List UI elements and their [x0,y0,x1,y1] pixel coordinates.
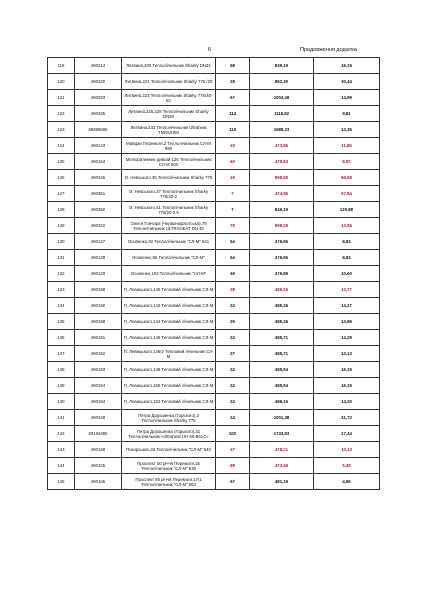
row-number: 144 [48,458,75,474]
account-code: 450127 [75,234,122,250]
table-row [48,346,380,362]
price-value: 1004,49 [250,90,314,106]
table-row [48,474,380,490]
quantity-value: 54 [216,234,250,250]
account-code: 450129 [75,266,122,282]
row-number: 137 [48,346,75,362]
account-code: 450283 [75,90,122,106]
meter-address: Осипенко,96 Теплолічильник "СЛ-М" [122,250,216,266]
row-number: 129 [48,218,75,234]
rate-value: 4,96 [314,474,380,490]
quantity-value: 32 [216,362,250,378]
quantity-value: 45 [216,266,250,282]
rate-value: 67,84 [314,186,380,202]
account-code: 450192 [75,346,122,362]
rate-value: 16,19 [314,58,380,74]
table-row [48,122,380,138]
price-value: 485,26 [250,282,314,298]
rate-value: 13,86 [314,314,380,330]
quantity-value: 58 [216,58,250,74]
price-value: 485,26 [250,298,314,314]
meter-address: Проспект 50 річчя Перемоги,15 Теплолічильник "СЛ-М" 538 [122,458,216,474]
quantity-value: 67 [216,90,250,106]
meter-address: П. Левицького,148 Тепловий лічильник СЛ-М [122,362,216,378]
meter-address: П. Левицького,144 Тепловий лічильник СЛ-М [122,314,216,330]
rate-value: 5,38 [314,458,380,474]
table-row [48,154,380,170]
row-number: 126 [48,170,75,186]
account-code: 450189 [75,282,122,298]
table-row [48,330,380,346]
meter-address: П. Левицького,142 Тепловий лічильник СЛ-М [122,298,216,314]
quantity-value: 88 [216,458,250,474]
page-number: 6 [208,47,212,53]
account-code: 68898588 [75,122,122,138]
row-number: 142 [48,426,75,442]
rate-value: 14,30 [314,394,380,410]
price-value: 474,85 [250,186,314,202]
price-value: 485,71 [250,330,314,346]
row-number: 139 [48,378,75,394]
table-body [48,58,380,490]
quantity-value: 37 [216,346,250,362]
quantity-value: 40 [216,138,250,154]
price-value: 999,29 [250,218,314,234]
meter-address: П. Левицького,146 Тепловий лічильник СЛ-М [122,330,216,346]
rate-value: 8,00 [314,154,380,170]
account-code: 69194385 [75,426,122,442]
table-row [48,426,380,442]
table-row [48,58,380,74]
table-row [48,266,380,282]
price-value: 485,94 [250,378,314,394]
price-value: 479,83 [250,154,314,170]
price-value: 476,66 [250,250,314,266]
meter-address: О. Невського,37 Теплолічильник Sharky 775/20-2 [122,186,216,202]
meter-address: Литвина,221 Теплолічильник Sharky 775 /20 [122,74,216,90]
row-number: 127 [48,186,75,202]
table-row [48,362,380,378]
account-code: 450346 [75,170,122,186]
meter-address: П. Левицького,140 Тепловий лічильник СЛ-М [122,282,216,298]
meter-address: Литвина,225,229 Теплолічильник Sharky DN50 [122,106,216,122]
rate-value: 30,44 [314,74,380,90]
price-value: 1001,38 [250,410,314,426]
rate-value: 15,19 [314,378,380,394]
table-row [48,250,380,266]
rate-value: 12,77 [314,282,380,298]
row-number: 136 [48,330,75,346]
table-row [48,218,380,234]
meter-address: Покорських,2в Теплолічильник "СЛ-М" 540 [122,442,216,458]
meter-address: Петра Дорошенка (Горького),3 Теплолічильник Sharky 775 [122,410,216,426]
rate-value: 17,44 [314,426,380,442]
meter-address: О. Невського,35 Теплолічильник Sharky 775 [122,170,216,186]
row-number: 124 [48,138,75,154]
quantity-value: 79 [216,218,250,234]
meter-address: Майдан Перемоги,2 Теплолічильник СЛ-М 990 [122,138,216,154]
meter-address: Литвина,223 Теплолічильник Sharky 775/40-62 [122,90,216,106]
price-value: 998,90 [250,170,314,186]
price-value: 485,71 [250,346,314,362]
row-number: 130 [48,234,75,250]
row-number: 123 [48,122,75,138]
price-value: 473,85 [250,138,314,154]
rate-value: 13,13 [314,346,380,362]
rate-value: 120,88 [314,202,380,218]
account-code: 450320 [75,74,122,90]
account-code: 450164 [75,154,122,170]
row-number: 134 [48,298,75,314]
row-number: 138 [48,362,75,378]
quantity-value: 38 [216,282,250,298]
continuation-label: Продовження додатка [300,47,357,53]
row-number: 133 [48,282,75,298]
meter-address: Меліоративних дивізій,126 Теплолічильник СЛ-М 500 [122,154,216,170]
account-code: 450184 [75,394,122,410]
rate-value: 13,35 [314,122,380,138]
rate-value: 66,59 [314,170,380,186]
account-code: 450128 [75,250,122,266]
price-value: 846,19 [250,202,314,218]
quantity-value: 60 [216,154,250,170]
quantity-value: 32 [216,378,250,394]
table-row [48,282,380,298]
price-value: 852,30 [250,74,314,90]
quantity-value: 54 [216,250,250,266]
quantity-value: 119 [216,122,250,138]
meter-address: Осипенко,92 Теплолічильник "СЛ-М" 941 [122,234,216,250]
meter-address: П. Левицького,150 Тепловий лічильник СЛ-М [122,378,216,394]
table-row [48,314,380,330]
price-value: 481,19 [250,474,314,490]
price-value: 939,19 [250,58,314,74]
account-code: 450188 [75,314,122,330]
account-code: 450105 [75,458,122,474]
quantity-value: 97 [216,474,250,490]
price-value: 485,94 [250,362,314,378]
row-number: 145 [48,474,75,490]
row-number: 120 [48,74,75,90]
meter-address: П. Левицького,152 Тепловий лічильник СЛ-М [122,394,216,410]
quantity-value: 34 [216,394,250,410]
tariff-table [47,57,380,490]
rate-value: 41,72 [314,410,380,426]
quantity-value: 24 [216,410,250,426]
table-row [48,170,380,186]
price-value: 473,49 [250,458,314,474]
meter-address: Литвина,233 Теплолічильник Ultraheat T550UH50 [122,122,216,138]
account-code: 450169 [75,442,122,458]
meter-address: Петра Дорошенка (Горького),31 Теплолічильник «Ultraheat UH 50-B61C» [122,426,216,442]
price-value: 476,66 [250,234,314,250]
account-code: 450193 [75,362,122,378]
rate-value: 11,85 [314,138,380,154]
price-value: 1588,23 [250,122,314,138]
table-row [48,106,380,122]
rate-value: 15,19 [314,362,380,378]
account-code: 450314 [75,58,122,74]
rate-value: 14,99 [314,90,380,106]
account-code: 450322 [75,218,122,234]
account-code: 450295 [75,106,122,122]
table-row [48,378,380,394]
account-code: 450106 [75,474,122,490]
account-code: 450143 [75,138,122,154]
meter-address: О. Невського,41 Теплолічильник Sharky 775/20-2.5 [122,202,216,218]
table-row [48,410,380,426]
meter-address: П. Левицького,146/2 Тепловий лічильник СЛ-М [122,346,216,362]
row-number: 119 [48,58,75,74]
account-code: 450191 [75,330,122,346]
rate-value: 8,83 [314,250,380,266]
table-row [48,74,380,90]
row-number: 132 [48,266,75,282]
table-row [48,458,380,474]
price-value: 1118,82 [250,106,314,122]
row-number: 135 [48,314,75,330]
quantity-value: 35 [216,314,250,330]
row-number: 122 [48,106,75,122]
rate-value: 14,27 [314,298,380,314]
table-row [48,298,380,314]
table-row [48,90,380,106]
quantity-value: 34 [216,298,250,314]
row-number: 131 [48,250,75,266]
table-row [48,394,380,410]
table-row [48,202,380,218]
price-value: 486,16 [250,394,314,410]
quantity-value: 15 [216,170,250,186]
quantity-value: 100 [216,426,250,442]
account-code: 450194 [75,378,122,394]
quantity-value: 7 [216,186,250,202]
meter-address: Осипенко,103 Теплолічильник "СЛ-М" [122,266,216,282]
account-code: 450349 [75,410,122,426]
rate-value: 10,13 [314,442,380,458]
account-code: 450351 [75,186,122,202]
quantity-value: 7 [216,202,250,218]
account-code: 450350 [75,202,122,218]
rate-value: 10,60 [314,266,380,282]
price-value: 476,89 [250,266,314,282]
row-number: 125 [48,154,75,170]
rate-value: 12,65 [314,218,380,234]
price-value: 1743,93 [250,426,314,442]
row-number: 141 [48,410,75,426]
meter-address: Проспект 50 річчя Перемоги,17/1 Теплолічильник "СЛ-М" 553 [122,474,216,490]
price-value: 485,26 [250,314,314,330]
quantity-value: 47 [216,442,250,458]
account-code: 450190 [75,298,122,314]
meter-address: Олеся Гончара (Червонофлотська),79 Теплолічильник ULTRAHEAT DN 40 [122,218,216,234]
table-row [48,186,380,202]
rate-value: 9,81 [314,106,380,122]
row-number: 121 [48,90,75,106]
quantity-value: 28 [216,74,250,90]
row-number: 140 [48,394,75,410]
table-row [48,234,380,250]
row-number: 128 [48,202,75,218]
quantity-value: 114 [216,106,250,122]
price-value: 478,21 [250,442,314,458]
rate-value: 14,29 [314,330,380,346]
table-row [48,138,380,154]
meter-address: Литвина,200 Теплолічильник Sharky DN32 [122,58,216,74]
quantity-value: 34 [216,330,250,346]
row-number: 143 [48,442,75,458]
table-row [48,442,380,458]
rate-value: 8,83 [314,234,380,250]
